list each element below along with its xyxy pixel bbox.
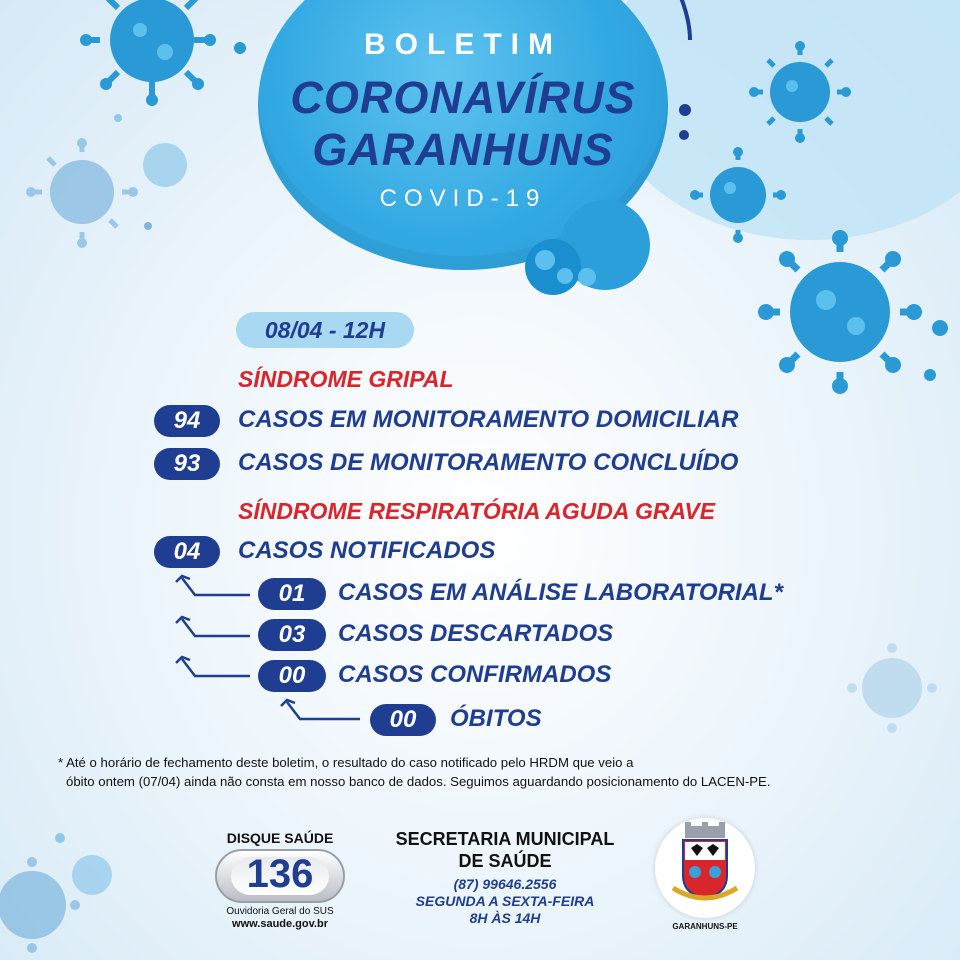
- secretaria-hours: 8H ÀS 14H: [469, 910, 541, 926]
- value-badge: 00: [258, 660, 326, 692]
- section-heading-sindrome-gripal: SÍNDROME GRIPAL: [238, 366, 454, 392]
- row-label: CASOS CONFIRMADOS: [338, 661, 612, 688]
- virus-icon: [847, 643, 937, 733]
- disque-saude-title: DISQUE SAÚDE: [226, 830, 334, 846]
- row-label: ÓBITOS: [450, 705, 542, 732]
- virus-icon: [26, 138, 138, 248]
- virus-icon: [690, 147, 786, 243]
- seal-caption: GARANHUNS-PE: [672, 922, 738, 931]
- title-coronavirus: CORONAVÍRUS: [290, 72, 636, 123]
- coat-of-arms-icon: [655, 818, 755, 918]
- value-badge: 03: [258, 619, 326, 651]
- section-heading-srag: SÍNDROME RESPIRATÓRIA AGUDA GRAVE: [238, 498, 716, 524]
- secretaria-line2: DE SAÚDE: [458, 851, 552, 871]
- secretaria-line1: SECRETARIA MUNICIPAL: [395, 829, 615, 849]
- virus-icon: [0, 857, 80, 953]
- value-badge: 94: [154, 405, 220, 437]
- disque-sub2: www.saude.gov.br: [232, 918, 328, 930]
- row-label: CASOS DESCARTADOS: [338, 620, 614, 647]
- row-label: CASOS NOTIFICADOS: [238, 537, 496, 564]
- date-badge: 08/04 - 12H: [236, 312, 414, 348]
- row-label: CASOS DE MONITORAMENTO CONCLUÍDO: [238, 449, 739, 476]
- virus-icon: [80, 0, 216, 106]
- row-label: CASOS EM MONITORAMENTO DOMICILIAR: [238, 406, 739, 433]
- row-label: CASOS EM ANÁLISE LABORATORIAL*: [338, 579, 783, 606]
- disque-number: 136: [246, 852, 314, 896]
- secretaria-days: SEGUNDA A SEXTA-FEIRA: [415, 893, 595, 909]
- value-badge: 01: [258, 578, 326, 610]
- bubble-virus-icon: [515, 232, 605, 302]
- disque-number-badge: [215, 849, 345, 903]
- footnote-line: * Até o horário de fechamento deste boletim, o resultado do caso notificado pelo HRDM que veio a: [58, 755, 634, 770]
- virus-icon: [749, 41, 851, 143]
- disque-sub1: Ouvidoria Geral do SUS: [226, 906, 334, 917]
- value-badge: 93: [154, 448, 220, 480]
- secretaria-phone: (87) 99646.2556: [453, 876, 557, 892]
- footnote-line: óbito ontem (07/04) ainda não consta em nosso banco de dados. Seguimos aguardando posicionamento do LACEN-PE.: [66, 774, 771, 789]
- virus-icon: [758, 230, 922, 394]
- value-badge: 04: [154, 536, 220, 568]
- title-garanhuns: GARANHUNS: [312, 124, 614, 175]
- value-badge: 00: [370, 704, 436, 736]
- title-covid: COVID-19: [379, 185, 547, 212]
- title-boletim: BOLETIM: [364, 28, 562, 61]
- municipal-seal: [655, 818, 755, 918]
